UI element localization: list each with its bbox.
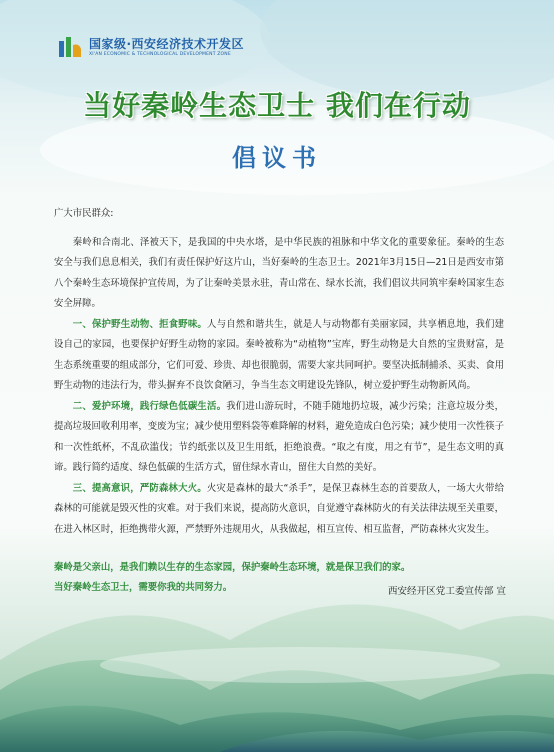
section-paragraph <box>54 397 504 479</box>
section-paragraph <box>54 315 504 397</box>
letter-body <box>54 204 504 598</box>
logo-mark-icon <box>57 35 83 59</box>
section-body: 人与自然和谐共生，就是人与动物都有美丽家园，共享栖息地，我们建设自己的家园，也要保护好野生动物的家园。秦岭被称为“动植物”宝库，野生动物是大自然的宝贵财富，是生态系统重要的组成部分，它们可爱、珍贵、却也很脆弱，需要大家共同呵护。要坚决抵制捕杀、买卖、食用野生动物的违法行为，带头摒弃不良饮食陋习，争当生态文明建设先锋队，树立爱护野生动物新风尚。 <box>54 318 505 391</box>
intro-paragraph: 秦岭和合南北、泽被天下，是我国的中央水塔，是中华民族的祖脉和中华文化的重要象征。秦岭的生态安全与我们息息相关，我们有责任保护好这片山，当好秦岭的生态卫士。2021年3月15日—21日是西安市第八个秦岭生态环境保护宣传周，为了让秦岭美景永驻，青山常在、绿水长流，我们倡议共同筑牢秦岭国家生态安全屏障。 <box>54 236 505 309</box>
section-heading: 一、保护野生动物、拒食野味。 <box>72 318 208 330</box>
closing-line: 秦岭是父亲山，是我们赖以生存的生态家园，保护秦岭生态环境，就是保卫我们的家。 <box>54 562 411 573</box>
section-paragraph <box>54 479 504 541</box>
logo-name-en: XI'AN ECONOMIC & TECHNOLOGICAL DEVELOPMENT ZONE <box>89 51 231 57</box>
section-body: 火灾是森林的最大“杀手”，是保卫森林生态的首要敌人，一场大火带给森林的可能就是毁灭性的灾难。对于我们来说，提高防火意识，自觉遵守森林防火的有关法律法规至关重要，在进入林区时，拒绝携带火源，严禁野外违规用火，从我做起，相互宣传、相互监督，严防森林火灾发生。 <box>54 482 505 535</box>
logo-name-zh: 国家级·西安经济技术开发区 <box>89 36 245 51</box>
closing-line: 当好秦岭生态卫士，需要你我的共同努力。 <box>54 582 233 593</box>
signature: 西安经开区党工委宣传部 宣 <box>387 586 506 597</box>
logo <box>57 35 244 59</box>
page-title: 当好秦岭生态卫士 我们在行动 <box>83 89 471 122</box>
greeting: 广大市民群众: <box>54 208 114 219</box>
section-heading: 三、提高意识，严防森林大火。 <box>72 482 207 494</box>
section-body: 我们进山游玩时，不随手随地扔垃圾，减少污染；注意垃圾分类，提高垃圾回收利用率，变废为宝；减少使用塑料袋等难降解的材料，避免造成白色污染；减少使用一次性筷子和一次性纸杯，不乱砍滥伐；节约纸张以及卫生用纸，拒绝浪费。“取之有度，用之有节”，是生态文明的真谛。践行简约适度、绿色低碳的生活方式，留住绿水青山，留住大自然的美好。 <box>54 400 505 473</box>
section-heading: 二、爱护环境，践行绿色低碳生活。 <box>72 400 227 412</box>
page-subtitle: 倡议书 <box>232 144 322 172</box>
